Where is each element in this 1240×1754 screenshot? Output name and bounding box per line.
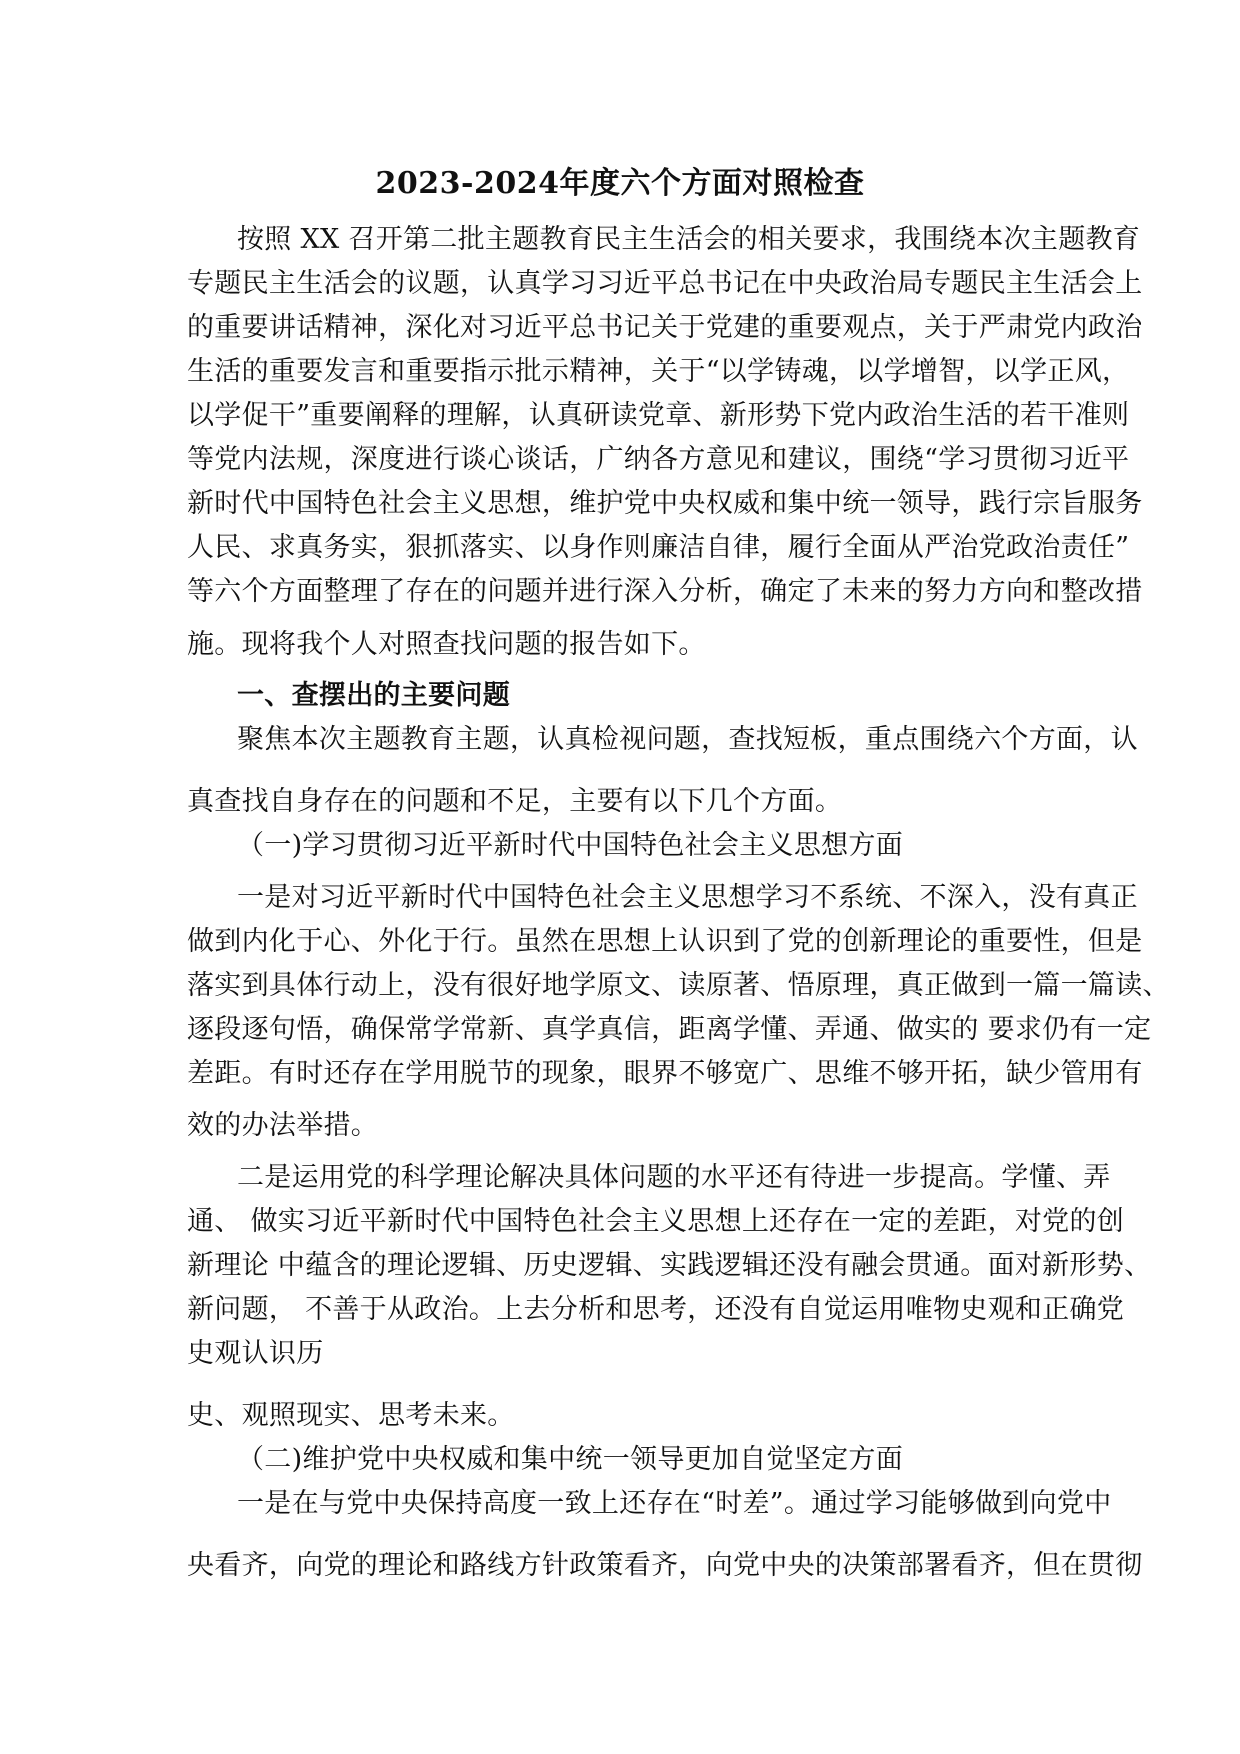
paragraph-line: 按照 XX 召开第二批主题教育民主生活会的相关要求，我围绕本次主题教育 <box>237 224 1141 255</box>
paragraph-line: 通、 做实习近平新时代中国特色社会主义思想上还存在一定的差距，对党的创 <box>187 1206 1125 1237</box>
paragraph-line: 新理论 中蕴含的理论逻辑、历史逻辑、实践逻辑还没有融会贯通。面对新形势、 <box>187 1250 1152 1281</box>
document-title: 2023-2024年度六个方面对照检查 <box>375 166 865 201</box>
paragraph-line: 的重要讲话精神，深化对习近平总书记关于党建的重要观点，关于严肃党内政治 <box>187 312 1143 343</box>
paragraph-line: 等六个方面整理了存在的问题并进行深入分析，确定了未来的努力方向和整改措 <box>187 576 1143 607</box>
paragraph-line: 专题民主生活会的议题，认真学习习近平总书记在中央政治局专题民主生活会上 <box>187 268 1143 299</box>
paragraph-line: 史、观照现实、思考未来。 <box>187 1400 515 1431</box>
paragraph-line: 生活的重要发言和重要指示批示精神，关于“以学铸魂，以学增智，以学正风， <box>187 356 1130 387</box>
paragraph-line: 一是在与党中央保持高度一致上还存在“时差”。通过学习能够做到向党中 <box>237 1488 1112 1519</box>
paragraph-line: 以学促干”重要阐释的理解，认真研读党章、新形势下党内政治生活的若干准则 <box>187 400 1130 431</box>
paragraph-line: 新问题， 不善于从政治。上去分析和思考，还没有自觉运用唯物史观和正确党 <box>187 1294 1125 1325</box>
paragraph-line: 人民、求真务实，狠抓落实、以身作则廉洁自律，履行全面从严治党政治责任” <box>187 532 1130 563</box>
paragraph-line: 二是运用党的科学理论解决具体问题的水平还有待进一步提高。学懂、弄 <box>237 1162 1111 1193</box>
paragraph-line: 逐段逐句悟，确保常学常新、真学真信，距离学懂、弄通、做实的 要求仍有一定 <box>187 1014 1152 1045</box>
paragraph-line: 史观认识历 <box>187 1338 324 1369</box>
subsection-heading: （二)维护党中央权威和集中统一领导更加自觉坚定方面 <box>237 1444 904 1475</box>
paragraph-line: 真查找自身存在的问题和不足，主要有以下几个方面。 <box>187 786 843 817</box>
subsection-heading: （一)学习贯彻习近平新时代中国特色社会主义思想方面 <box>237 830 904 861</box>
paragraph-line: 做到内化于心、外化于行。虽然在思想上认识到了党的创新理论的重要性，但是 <box>187 926 1143 957</box>
paragraph-line: 施。现将我个人对照查找问题的报告如下。 <box>187 629 706 660</box>
paragraph-line: 新时代中国特色社会主义思想，维护党中央权威和集中统一领导，践行宗旨服务 <box>187 488 1143 519</box>
paragraph-line: 央看齐，向党的理论和路线方针政策看齐，向党中央的决策部署看齐，但在贯彻 <box>187 1550 1143 1581</box>
paragraph-line: 落实到具体行动上，没有很好地学原文、读原著、悟原理，真正做到一篇一篇读、 <box>187 970 1170 1001</box>
paragraph-line: 等党内法规，深度进行谈心谈话，广纳各方意见和建议，围绕“学习贯彻习近平 <box>187 444 1130 475</box>
paragraph-line: 差距。有时还存在学用脱节的现象，眼界不够宽广、思维不够开拓，缺少管用有 <box>187 1058 1143 1089</box>
paragraph-line: 聚焦本次主题教育主题，认真检视问题，查找短板，重点围绕六个方面，认 <box>237 724 1138 755</box>
section-heading: 一、查摆出的主要问题 <box>237 680 510 711</box>
paragraph-line: 效的办法举措。 <box>187 1110 379 1141</box>
paragraph-line: 一是对习近平新时代中国特色社会主义思想学习不系统、不深入，没有真正 <box>237 882 1138 913</box>
